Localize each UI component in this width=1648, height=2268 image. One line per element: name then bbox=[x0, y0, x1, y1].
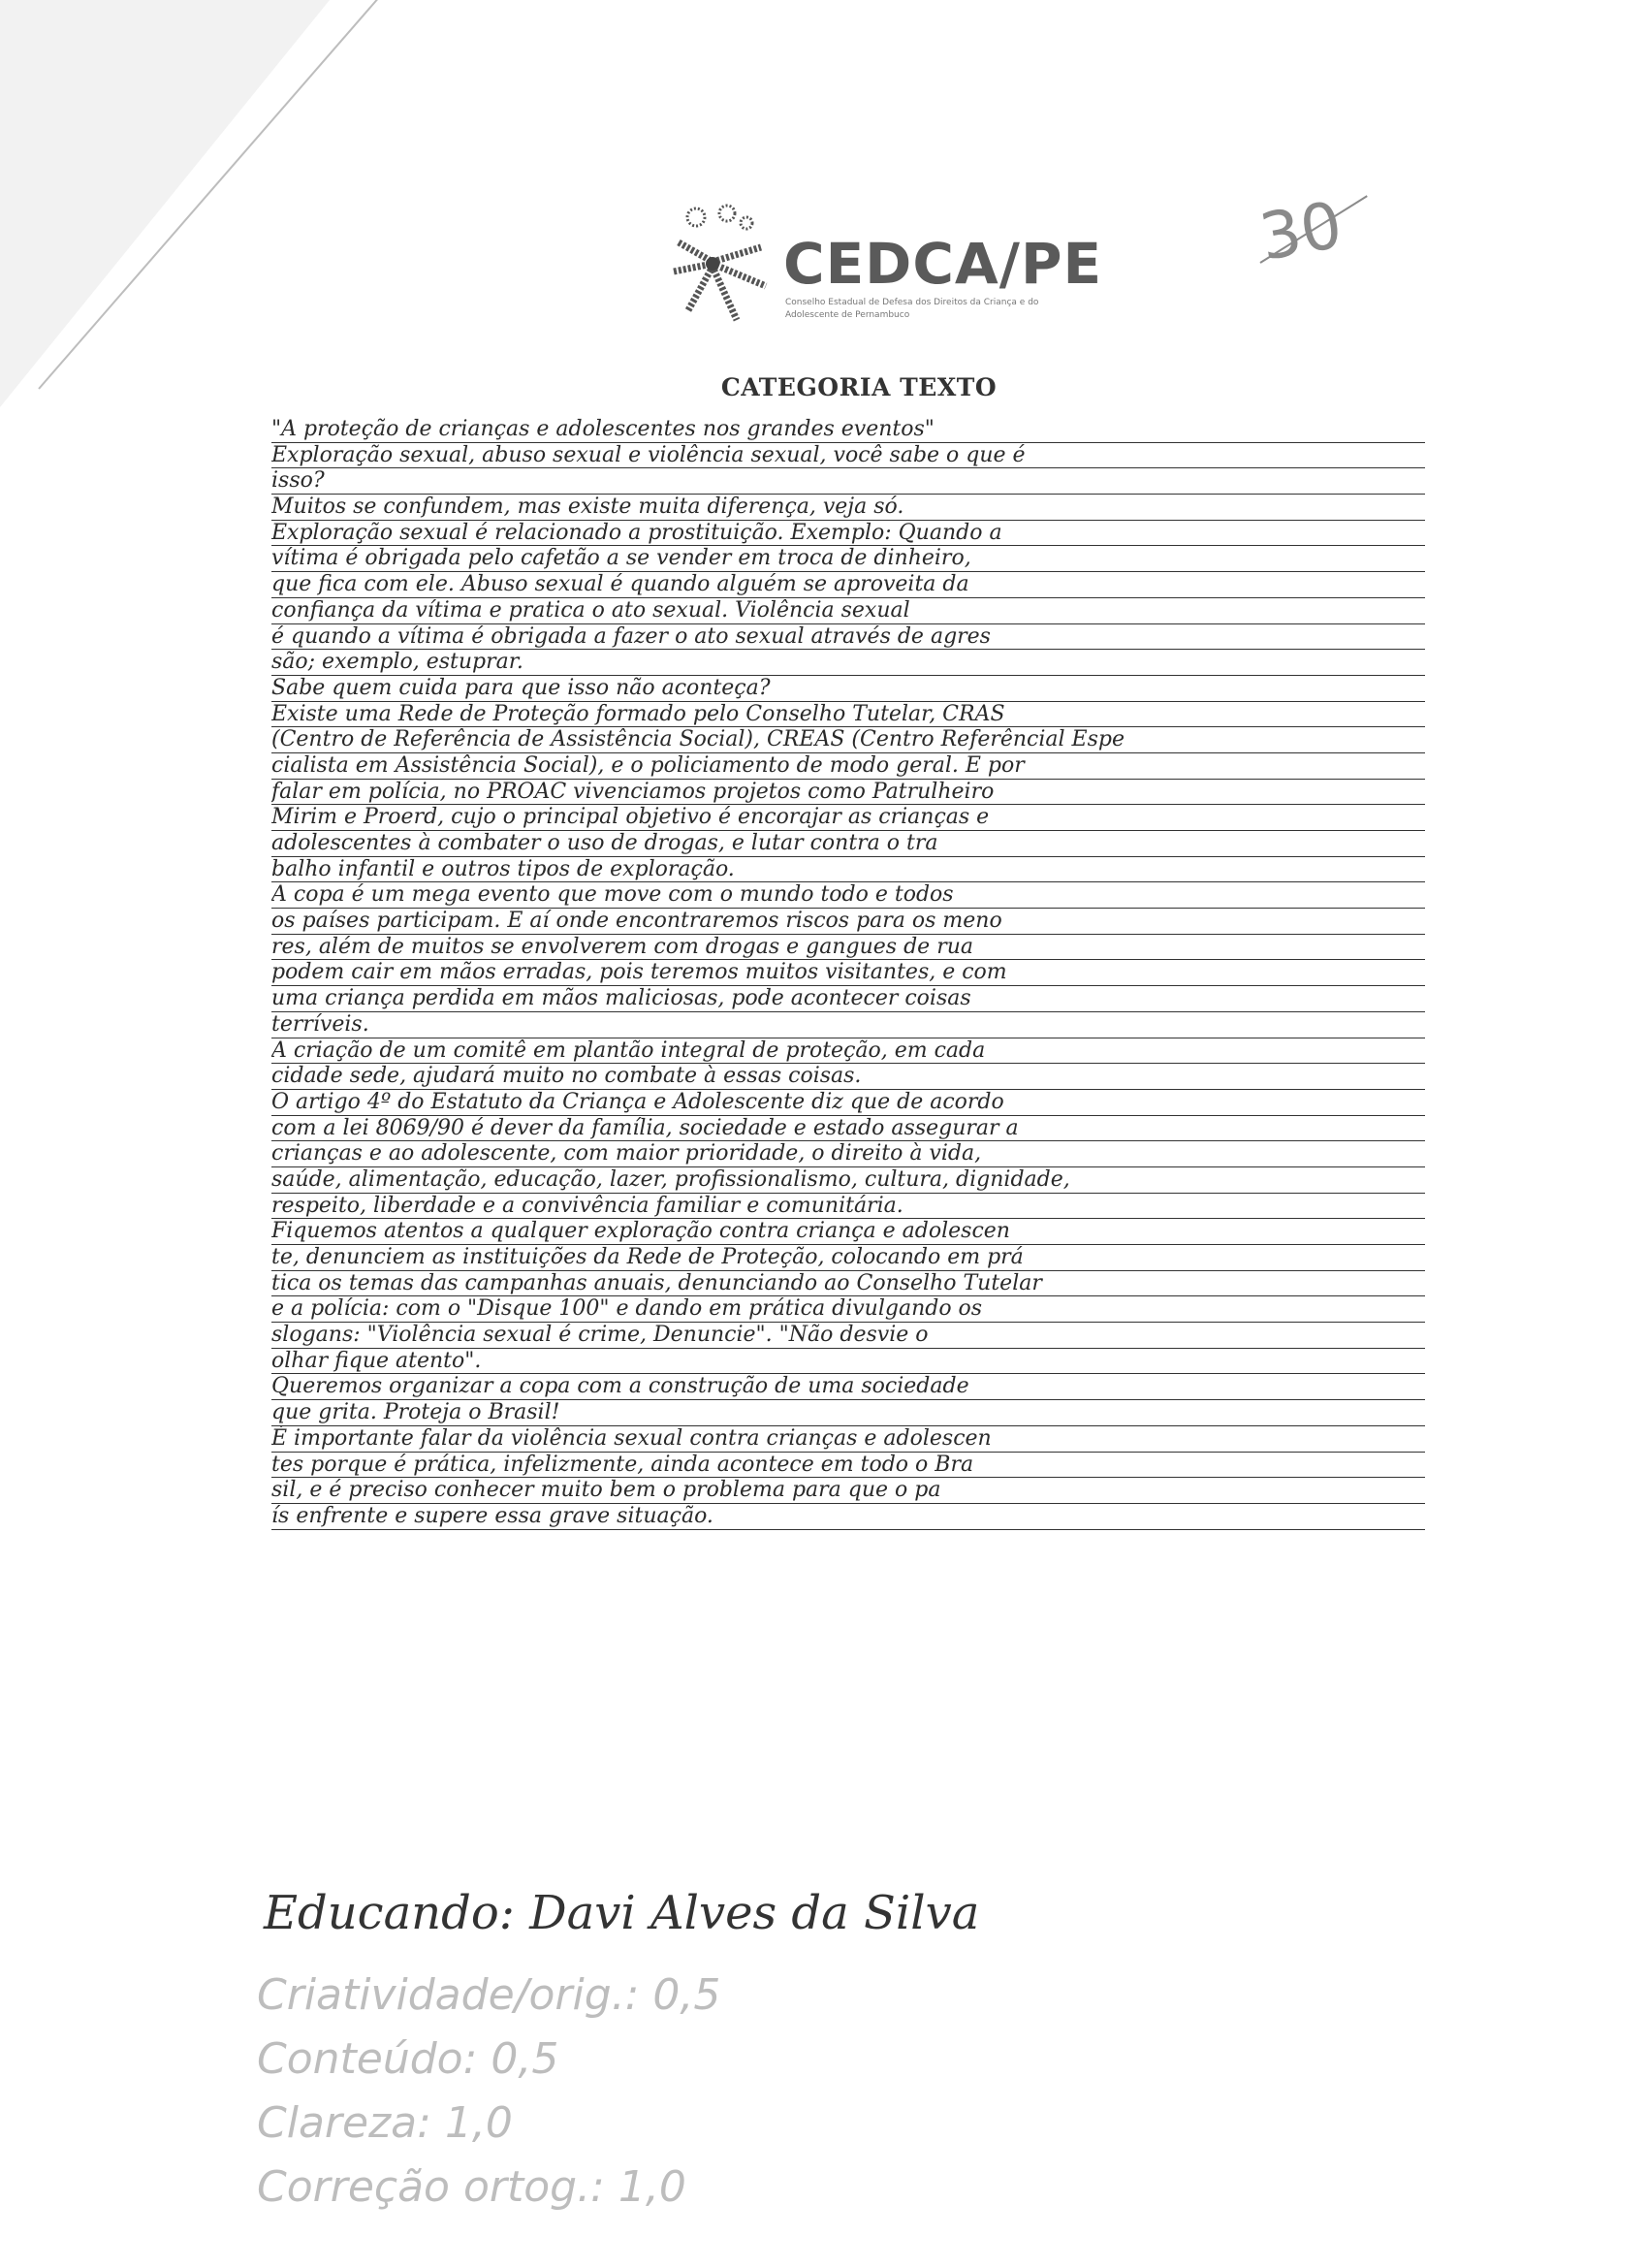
essay-line: olhar fique atento". bbox=[271, 1349, 1425, 1375]
student-signature: Educando: Davi Alves da Silva bbox=[264, 1886, 980, 1940]
essay-line: confiança da vítima e pratica o ato sexual. Violência sexual bbox=[271, 598, 1425, 624]
essay-line: Exploração sexual, abuso sexual e violência sexual, você sabe o que é bbox=[271, 443, 1425, 469]
essay-line: falar em polícia, no PROAC vivenciamos projetos como Patrulheiro bbox=[271, 780, 1425, 806]
essay-line: Exploração sexual é relacionado a prostituição. Exemplo: Quando a bbox=[271, 521, 1425, 547]
essay-line: e a polícia: com o "Disque 100" e dando em prática divulgando os bbox=[271, 1296, 1425, 1323]
essay-line: são; exemplo, estuprar. bbox=[271, 650, 1425, 676]
cedca-figure-icon bbox=[669, 204, 776, 325]
essay-line: Queremos organizar a copa com a construção de uma sociedade bbox=[271, 1374, 1425, 1400]
essay-line: Fiquemos atentos a qualquer exploração contra criança e adolescen bbox=[271, 1219, 1425, 1245]
essay-line: Mirim e Proerd, cujo o principal objetivo é encorajar as crianças e bbox=[271, 805, 1425, 831]
essay-line: com a lei 8069/90 é dever da família, sociedade e estado assegurar a bbox=[271, 1116, 1425, 1142]
essay-line: podem cair em mãos erradas, pois teremos muitos visitantes, e com bbox=[271, 960, 1425, 986]
essay-line: cialista em Assistência Social), e o policiamento de modo geral. E por bbox=[271, 753, 1425, 780]
essay-line: que grita. Proteja o Brasil! bbox=[271, 1400, 1425, 1426]
grade-line: Correção ortog.: 1,0 bbox=[257, 2162, 686, 2212]
essay-line: tes porque é prática, infelizmente, ainda acontece em todo o Bra bbox=[271, 1453, 1425, 1479]
essay-line: ís enfrente e supere essa grave situação. bbox=[271, 1504, 1425, 1530]
essay-line: Existe uma Rede de Proteção formado pelo Conselho Tutelar, CRAS bbox=[271, 702, 1425, 728]
essay-line: Muitos se confundem, mas existe muita diferença, veja só. bbox=[271, 495, 1425, 521]
essay-line: vítima é obrigada pelo cafetão a se vender em troca de dinheiro, bbox=[271, 546, 1425, 572]
essay-line: uma criança perdida em mãos maliciosas, pode acontecer coisas bbox=[271, 986, 1425, 1012]
essay-line: crianças e ao adolescente, com maior prioridade, o direito à vida, bbox=[271, 1141, 1425, 1167]
essay-line: O artigo 4º do Estatuto da Criança e Adolescente diz que de acordo bbox=[271, 1090, 1425, 1116]
essay-body bbox=[271, 417, 1425, 1530]
essay-line: É importante falar da violência sexual contra crianças e adolescen bbox=[271, 1426, 1425, 1453]
essay-line: os países participam. E aí onde encontraremos riscos para os meno bbox=[271, 909, 1425, 935]
essay-line: tica os temas das campanhas anuais, denunciando ao Conselho Tutelar bbox=[271, 1271, 1425, 1297]
cedca-logo bbox=[669, 204, 1103, 330]
category-heading: CATEGORIA TEXTO bbox=[720, 373, 998, 401]
logo-subtitle: Conselho Estadual de Defesa dos Direitos da Criança e do Adolescente de Pernambuco bbox=[785, 298, 1039, 320]
essay-line: que fica com ele. Abuso sexual é quando alguém se aproveita da bbox=[271, 572, 1425, 598]
essay-line: balho infantil e outros tipos de exploração. bbox=[271, 857, 1425, 883]
essay-line: A criação de um comitê em plantão integral de proteção, em cada bbox=[271, 1038, 1425, 1065]
grade-line: Clareza: 1,0 bbox=[257, 2098, 513, 2148]
essay-line: res, além de muitos se envolverem com drogas e gangues de rua bbox=[271, 935, 1425, 961]
essay-line: respeito, liberdade e a convivência familiar e comunitária. bbox=[271, 1194, 1425, 1220]
essay-line: terríveis. bbox=[271, 1012, 1425, 1038]
essay-line: "A proteção de crianças e adolescentes nos grandes eventos" bbox=[271, 417, 1425, 443]
essay-line: adolescentes à combater o uso de drogas, e lutar contra o tra bbox=[271, 831, 1425, 857]
essay-line: te, denunciem as instituições da Rede de Proteção, colocando em prá bbox=[271, 1245, 1425, 1271]
essay-line: Sabe quem cuida para que isso não aconteça? bbox=[271, 676, 1425, 702]
essay-line: saúde, alimentação, educação, lazer, profissionalismo, cultura, dignidade, bbox=[271, 1167, 1425, 1194]
essay-line: (Centro de Referência de Assistência Social), CREAS (Centro Referêncial Espe bbox=[271, 727, 1425, 753]
page-number: 30 bbox=[1253, 187, 1348, 275]
logo-text: CEDCA/PE bbox=[783, 231, 1103, 297]
essay-line: slogans: "Violência sexual é crime, Denuncie". "Não desvie o bbox=[271, 1323, 1425, 1349]
essay-line: A copa é um mega evento que move com o mundo todo e todos bbox=[271, 882, 1425, 909]
folded-corner bbox=[0, 0, 330, 407]
essay-line: é quando a vítima é obrigada a fazer o ato sexual através de agres bbox=[271, 624, 1425, 651]
essay-line: sil, e é preciso conhecer muito bem o problema para que o pa bbox=[271, 1478, 1425, 1504]
essay-line: isso? bbox=[271, 468, 1425, 495]
essay-line: cidade sede, ajudará muito no combate à essas coisas. bbox=[271, 1064, 1425, 1090]
grades-block bbox=[257, 1964, 720, 2220]
grade-line: Conteúdo: 0,5 bbox=[257, 2034, 559, 2084]
grade-line: Criatividade/orig.: 0,5 bbox=[257, 1970, 721, 2020]
